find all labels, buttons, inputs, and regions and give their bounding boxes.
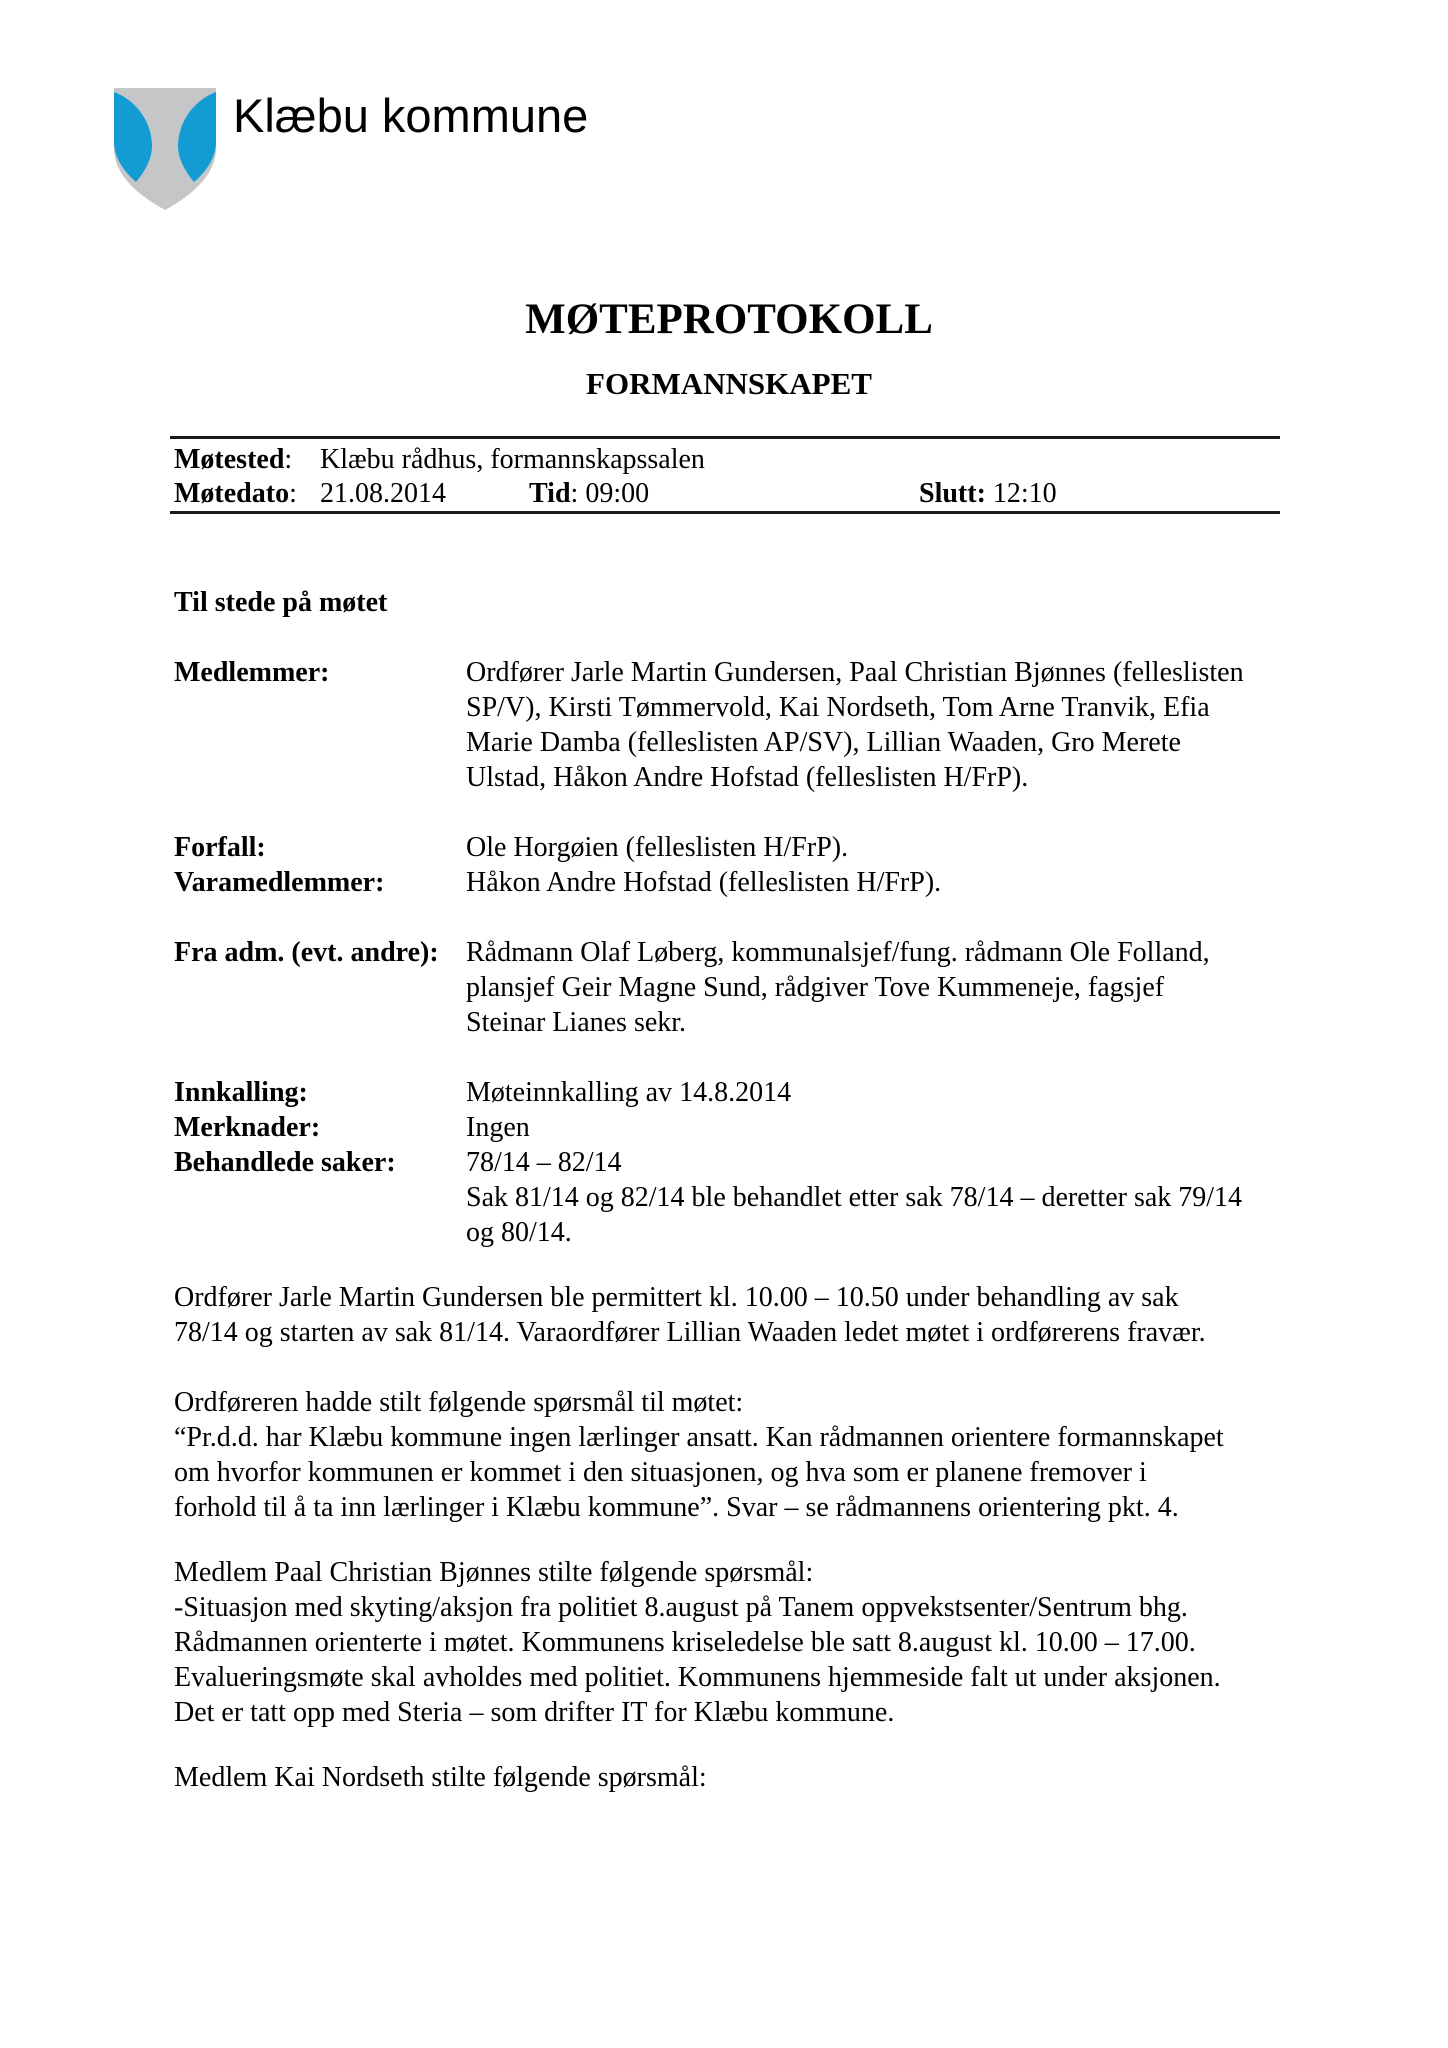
paragraph-line: Ordfører Jarle Martin Gundersen ble permittert kl. 10.00 – 10.50 under behandling av sak — [174, 1282, 1179, 1313]
document-subtitle: FORMANNSKAPET — [586, 366, 872, 401]
coat-of-arms-icon — [112, 86, 218, 212]
document-title: MØTEPROTOKOLL — [525, 296, 933, 343]
paragraph-bjonnes-question — [174, 1555, 1294, 1730]
paragraph-line: Rådmannen orienterte i møtet. Kommunens kriseledelse ble satt 8.august kl. 10.00 – 17.00. — [174, 1627, 1196, 1658]
remarks-value: Ingen — [466, 1112, 530, 1143]
admin-line: plansjef Geir Magne Sund, rådgiver Tove Kummeneje, fagsjef — [466, 972, 1165, 1003]
meeting-date-value: 21.08.2014 — [320, 478, 446, 509]
members-line: Ordfører Jarle Martin Gundersen, Paal Christian Bjønnes (felleslisten — [466, 657, 1244, 688]
members-line: Marie Damba (felleslisten AP/SV), Lillian Waaden, Gro Merete — [466, 727, 1181, 758]
members-line: SP/V), Kirsti Tømmervold, Kai Nordseth, Tom Arne Tranvik, Efia — [466, 692, 1210, 723]
meeting-place-value: Klæbu rådhus, formannskapssalen — [320, 444, 705, 475]
members-label: Medlemmer: — [174, 657, 330, 688]
substitutes-value: Håkon Andre Hofstad (felleslisten H/FrP). — [466, 867, 942, 898]
substitutes-label: Varamedlemmer: — [174, 867, 385, 898]
notice-value: Møteinnkalling av 14.8.2014 — [466, 1077, 792, 1108]
divider-bottom — [170, 511, 1280, 514]
paragraph-line: Medlem Paal Christian Bjønnes stilte følgende spørsmål: — [174, 1557, 814, 1588]
absent-label: Forfall: — [174, 832, 266, 863]
meeting-date-label: Møtedato — [174, 478, 290, 509]
paragraph-line: Det er tatt opp med Steria – som drifter IT for Klæbu kommune. — [174, 1697, 895, 1728]
absent-value: Ole Horgøien (felleslisten H/FrP). — [466, 832, 849, 863]
attendance-heading: Til stede på møtet — [174, 587, 388, 618]
meeting-time-label: Tid — [529, 478, 571, 509]
paragraph-mayor-leave — [174, 1280, 1294, 1350]
notice-label: Innkalling: — [174, 1077, 308, 1108]
colon: : — [570, 478, 586, 509]
admin-value — [466, 935, 1296, 1040]
meeting-place-label: Møtested — [174, 444, 285, 475]
divider-top — [170, 436, 1280, 439]
paragraph-line: forhold til å ta inn lærlinger i Klæbu kommune”. Svar – se rådmannens orientering pkt. 4. — [174, 1492, 1179, 1523]
paragraph-line: 78/14 og starten av sak 81/14. Varaordfører Lillian Waaden ledet møtet i ordførerens fravær. — [174, 1317, 1206, 1348]
colon: : — [289, 478, 297, 509]
cases-value — [466, 1145, 1296, 1250]
cases-line: 78/14 – 82/14 — [466, 1147, 622, 1178]
remarks-label: Merknader: — [174, 1112, 321, 1143]
members-line: Ulstad, Håkon Andre Hofstad (felleslisten H/FrP). — [466, 762, 1029, 793]
paragraph-line: om hvorfor kommunen er kommet i den situasjonen, og hva som er planene fremover i — [174, 1457, 1147, 1488]
paragraph-mayor-question — [174, 1385, 1294, 1525]
cases-label: Behandlede saker: — [174, 1147, 396, 1178]
paragraph-line: Medlem Kai Nordseth stilte følgende spørsmål: — [174, 1762, 707, 1793]
cases-line: Sak 81/14 og 82/14 ble behandlet etter sak 78/14 – deretter sak 79/14 — [466, 1182, 1243, 1213]
admin-line: Steinar Lianes sekr. — [466, 1007, 687, 1038]
cases-line: og 80/14. — [466, 1217, 572, 1248]
organization-name: Klæbu kommune — [233, 89, 589, 142]
meeting-end-label: Slutt: — [919, 478, 986, 509]
colon: : — [284, 444, 293, 475]
paragraph-line: Evalueringsmøte skal avholdes med politiet. Kommunens hjemmeside falt ut under aksjonen. — [174, 1662, 1221, 1693]
paragraph-line: Ordføreren hadde stilt følgende spørsmål til møtet: — [174, 1387, 744, 1418]
admin-line: Rådmann Olaf Løberg, kommunalsjef/fung. rådmann Ole Folland, — [466, 937, 1210, 968]
paragraph-line: “Pr.d.d. har Klæbu kommune ingen lærlinger ansatt. Kan rådmannen orientere formannskapet — [174, 1422, 1224, 1453]
meeting-end-value: 12:10 — [992, 478, 1057, 509]
admin-label: Fra adm. (evt. andre): — [174, 937, 439, 968]
members-value — [466, 655, 1296, 795]
paragraph-nordseth-question — [174, 1760, 1294, 1795]
paragraph-line: -Situasjon med skyting/aksjon fra politiet 8.august på Tanem oppvekstsenter/Sentrum bhg. — [174, 1592, 1188, 1623]
meeting-time-value: 09:00 — [585, 478, 650, 509]
